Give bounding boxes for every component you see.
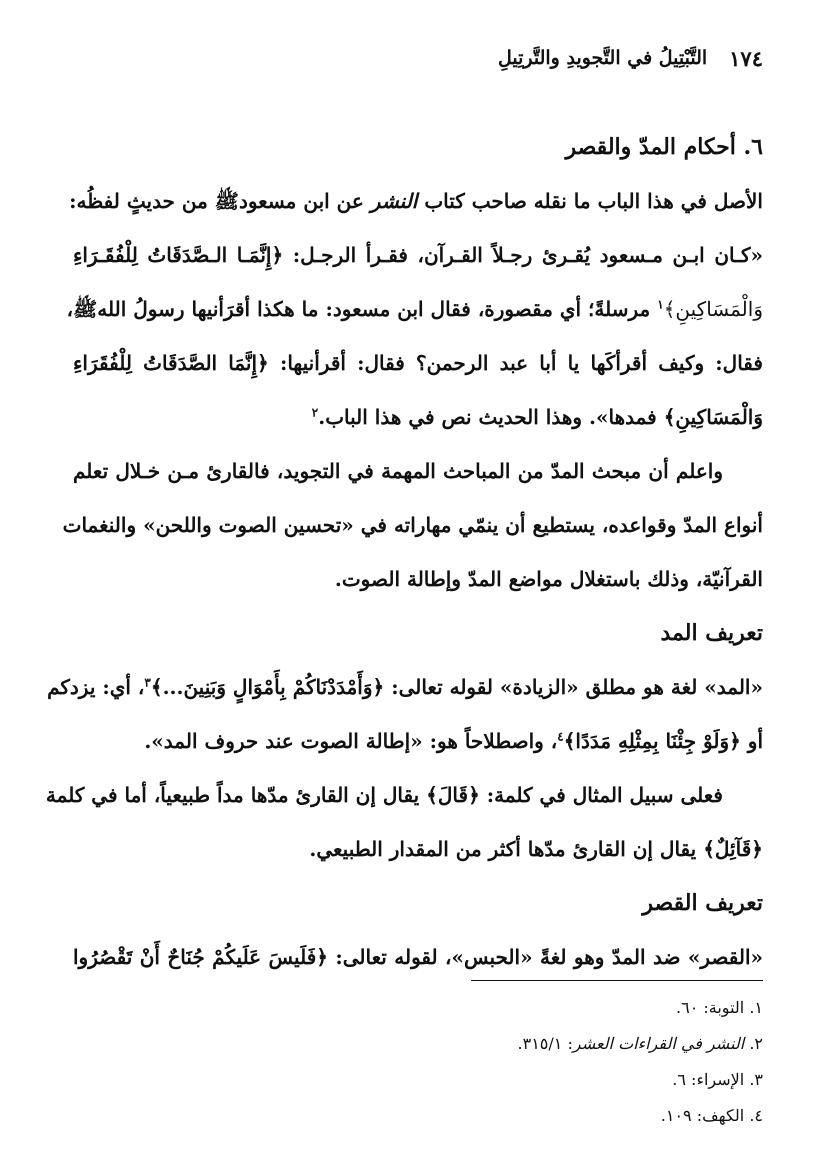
footnote-ref[interactable]: ٣ (144, 675, 151, 690)
paragraph-line: «المد» لغة هو مطلق «الزيادة» لقوله تعالى: ﴿وَأَمْدَدْنَاكُمْ بِأَمْوَالٍ وَبَنِينَ...﴾$^٣$، أي: يزدكم (47, 675, 763, 699)
section-heading: ٦. أحكام المدّ والقصر (565, 134, 763, 160)
running-title: التَّبْتِيلُ في التَّجويدِ والتَّرتِيلِ (497, 47, 708, 69)
subsection-heading: تعريف المد (660, 620, 763, 646)
paragraph-line: أنواع المدّ وقواعده، يستطيع أن ينمّي مهاراته في «تحسين الصوت واللحن» والنغمات (62, 513, 763, 537)
book-title: النشر (370, 189, 418, 213)
paragraph-line: فقال: وكيف أقرأكَها يا أبا عبد الرحمن؟ فقال: أقرأنيها: ﴿إِنَّمَا الصَّدَقَاتُ لِلْفُقَرَاءِ (73, 351, 763, 375)
footnote-ref[interactable]: ١ (657, 297, 664, 312)
paragraph-line: أو ﴿وَلَوْ جِئْنَا بِمِثْلِهِ مَدَدًا﴾$^٤$، واصطلاحاً هو: «إطالة الصوت عند حروف المد». (144, 729, 763, 753)
paragraph-line: القرآنيّة، وذلك باستغلال مواضع المدّ وإطالة الصوت. (334, 567, 763, 591)
paragraph-line: «القصر» ضد المدّ وهو لغةً «الحبس»، لقوله تعالى: ﴿فَلَيسَ عَلَيكُمْ جُنَاحٌ أَنْ تَقْصُرُوا (73, 945, 763, 969)
footnote-ref[interactable]: ٢ (311, 405, 319, 420)
paragraph-line: وَالْمَسَاكِينِ﴾$^١$ مرسلةً؛ أي مقصورة، فقال ابن مسعود: ما هكذا أقرَأنيها رسولُ اللهﷺ، (66, 297, 763, 321)
paragraph-line: فعلى سبيل المثال في كلمة: ﴿قَالَ﴾ يقال إن القارئ مدّها مداً طبيعياً، أما في كلمة (45, 783, 723, 807)
paragraph-line: واعلم أن مبحث المدّ من المباحث المهمة في التجويد، فالقارئ مـن خـلال تعلم (73, 459, 723, 483)
footnote: ٢. النشر في القراءات العشر: ٣١٥/١. (517, 1034, 763, 1053)
running-header (72, 40, 763, 76)
footnote: ٤. الكهف: ١٠٩. (660, 1106, 763, 1125)
footnote: ٣. الإسراء: ٦. (672, 1070, 763, 1089)
page-number: ١٧٤ (729, 45, 763, 71)
footnote-divider (471, 980, 763, 981)
page-body (45, 120, 763, 984)
footnotes (73, 990, 763, 1134)
paragraph-line: وَالْمَسَاكِينِ﴾ فمدها». وهذا الحديث نص في هذا الباب.$^٢$ (311, 405, 763, 429)
quran-quote: وَالْمَسَاكِينِ﴾ (663, 297, 763, 321)
paragraph-line: الأصل في هذا الباب ما نقله صاحب كتاب النشر عن ابن مسعودﷺ من حديثٍ لفظُه: (69, 189, 763, 213)
paragraph-line: «كـان ابـن مـسعود يُقـرئ رجـلاً القـرآن، فقـرأ الرجـل: ﴿إِنَّمَـا الـصَّدَقَاتُ لِلْفُقَـرَاءِ (73, 243, 763, 267)
footnote-ref[interactable]: ٤ (557, 729, 564, 744)
footnote: ١. التوبة: ٦٠. (676, 998, 763, 1017)
paragraph-line: ﴿قَآئِلٌ﴾ يقال إن القارئ مدّها أكثر من المقدار الطبيعي. (309, 837, 763, 861)
book-title: النشر في القراءات العشر (572, 1034, 745, 1053)
subsection-heading: تعريف القصر (642, 890, 763, 916)
